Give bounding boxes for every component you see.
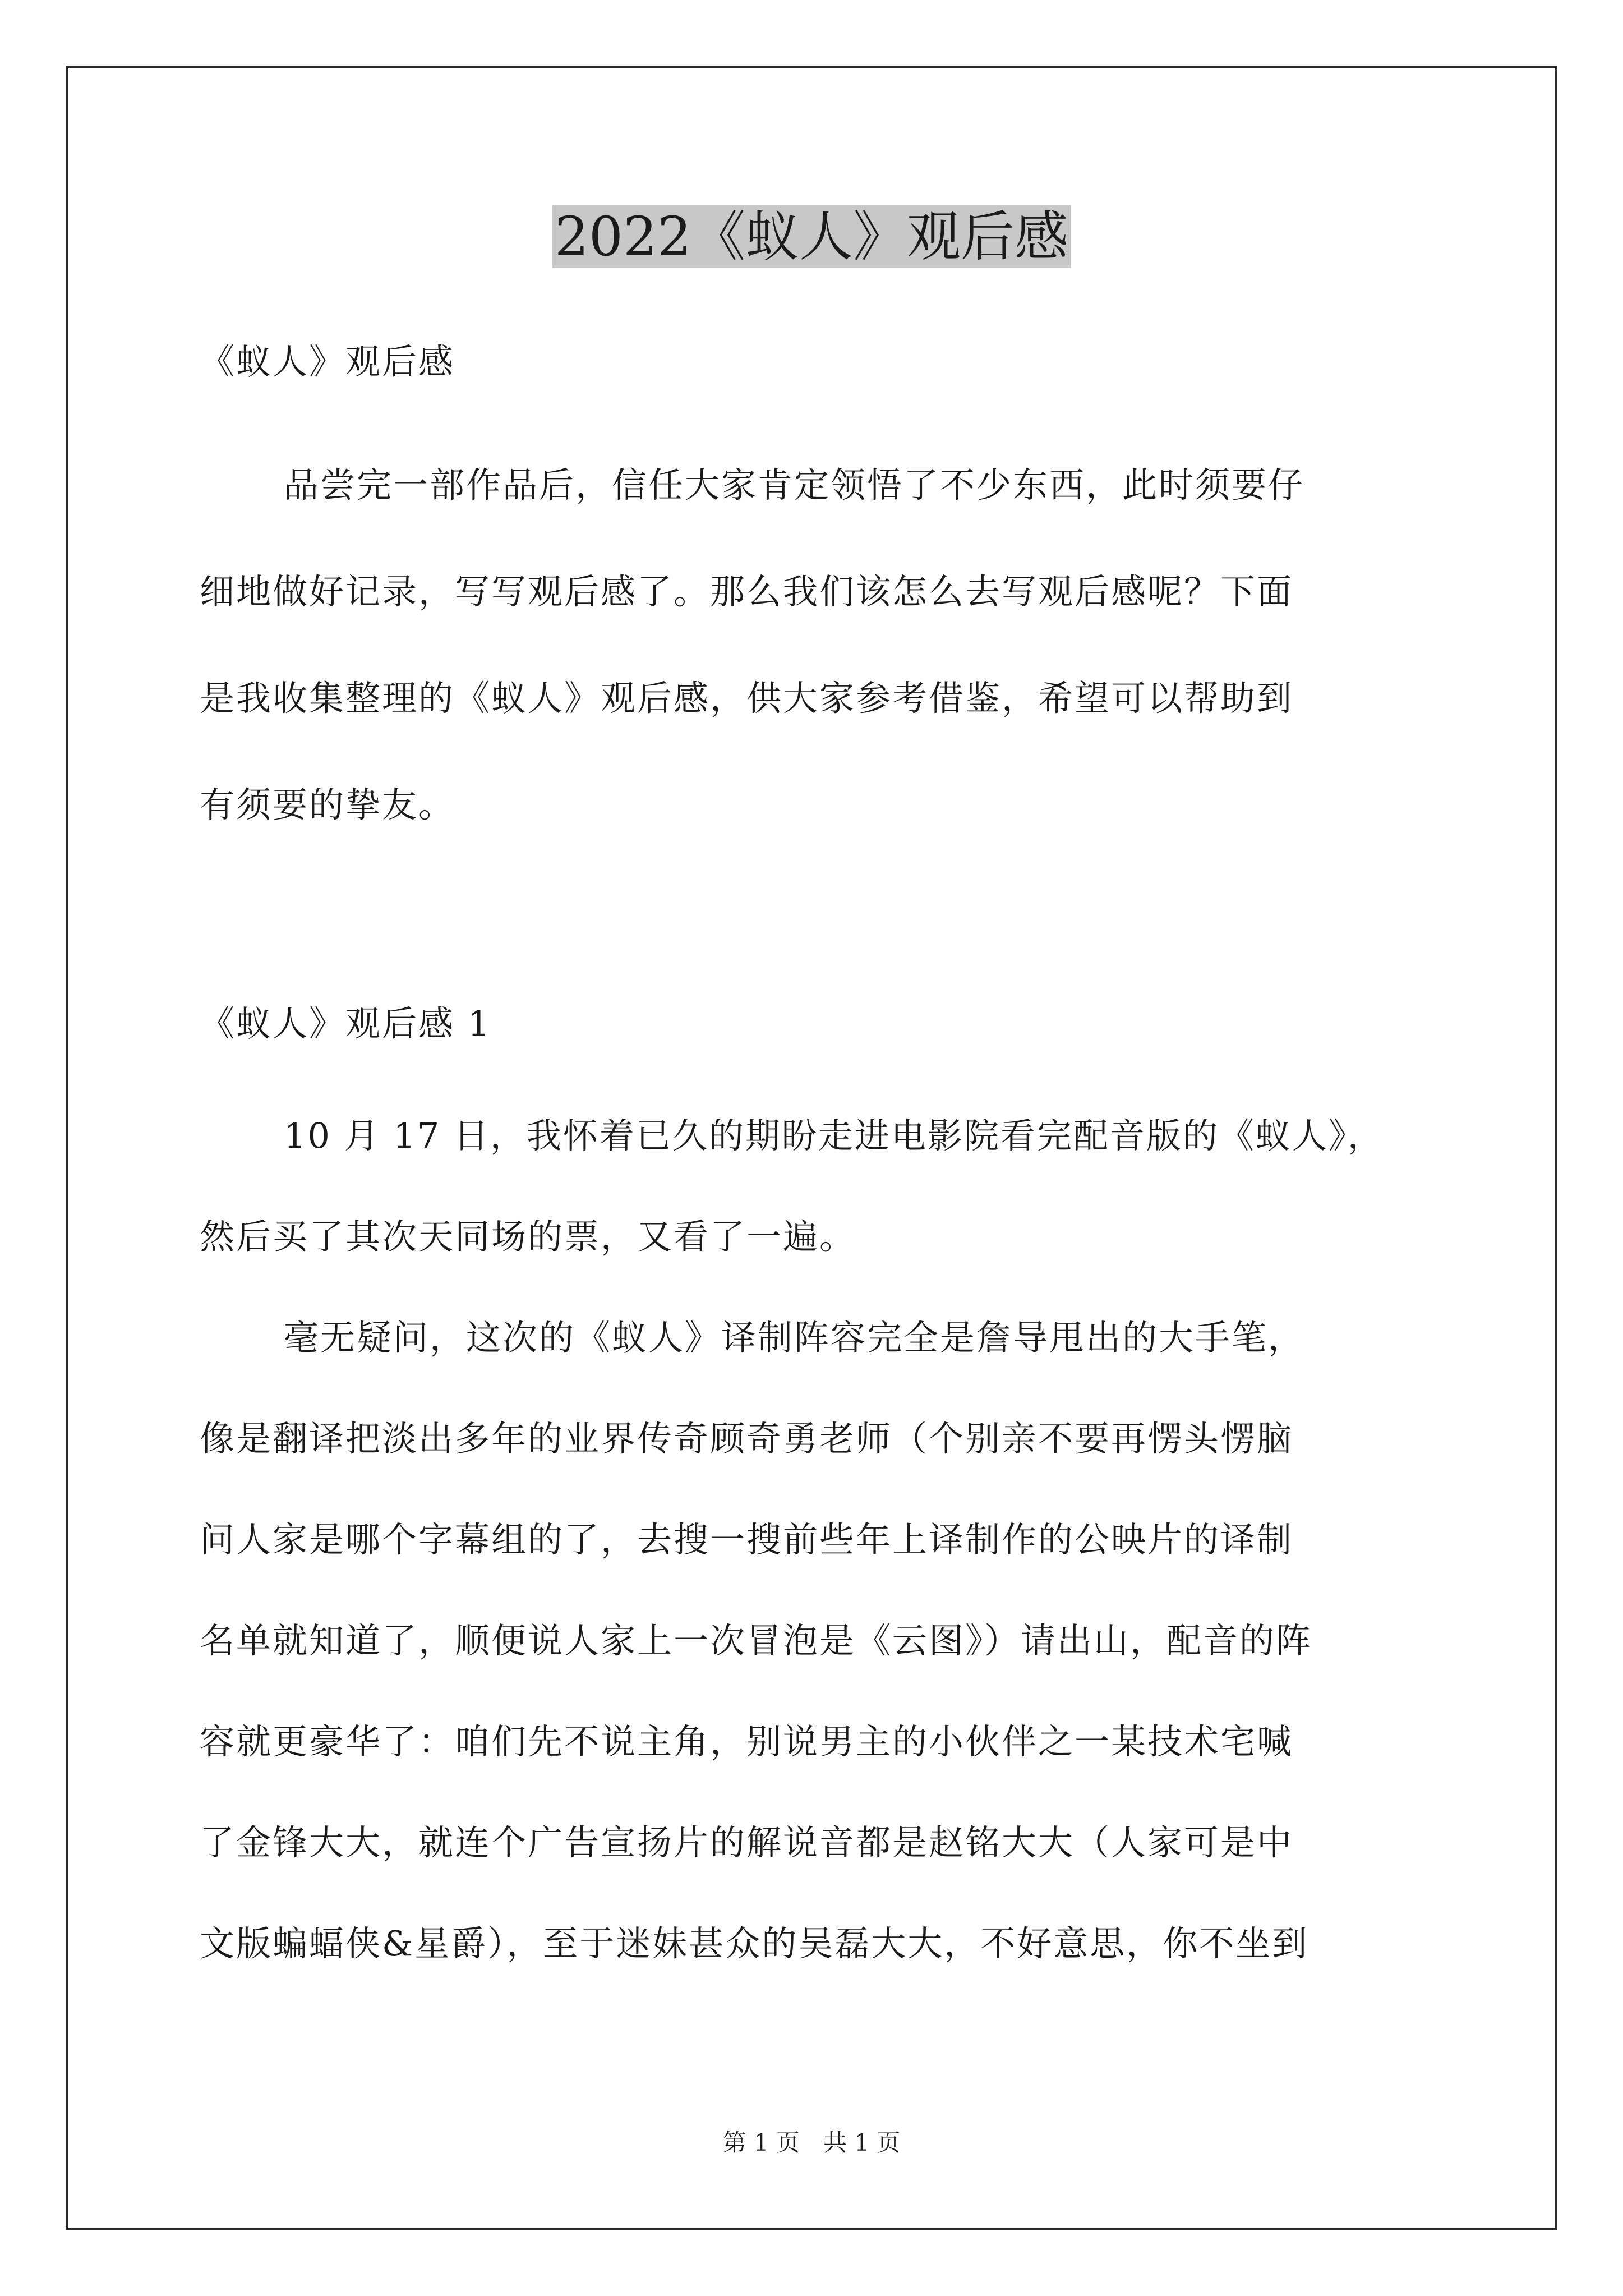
section1-para2-line-2: 像是翻译把淡出多年的业界传奇顾奇勇老师（个别亲不要再愣头愣脑 bbox=[200, 1418, 1294, 1459]
page-footer: 第 1 页 共 1 页 bbox=[722, 2129, 901, 2156]
intro-line-3: 是我收集整理的《蚁人》观后感，供大家参考借鉴，希望可以帮助到 bbox=[200, 678, 1294, 719]
section1-para2-line-4: 名单就知道了，顺便说人家上一次冒泡是《云图》）请出山，配音的阵 bbox=[200, 1620, 1313, 1661]
section1-para1-line-2: 然后买了其次天同场的票，又看了一遍。 bbox=[200, 1216, 856, 1257]
intro-line-2: 细地做好记录，写写观后感了。那么我们该怎么去写观后感呢？下面 bbox=[200, 571, 1294, 612]
section1-para2-line-7: 文版蝙蝠侠&星爵），至于迷妹甚众的吴磊大大，不好意思，你不坐到 bbox=[200, 1923, 1309, 1964]
document-title-text: 2022《蚁人》观后感 bbox=[552, 205, 1071, 268]
section1-para2-line-1: 毫无疑问，这次的《蚁人》译制阵容完全是詹导甩出的大手笔， bbox=[284, 1317, 1305, 1358]
section1-para2-line-6: 了金锋大大，就连个广告宣扬片的解说音都是赵铭大大（人家可是中 bbox=[200, 1822, 1294, 1863]
section1-para1-line-1: 10 月 17 日，我怀着已久的期盼走进电影院看完配音版的《蚁人》， bbox=[284, 1115, 1384, 1156]
document-title bbox=[0, 197, 1623, 276]
section1-para2-line-3: 问人家是哪个字幕组的了，去搜一搜前些年上译制作的公映片的译制 bbox=[200, 1519, 1294, 1560]
section1-para2-line-5: 容就更豪华了：咱们先不说主角，别说男主的小伙伴之一某技术宅喊 bbox=[200, 1721, 1294, 1762]
intro-line-4: 有须要的挚友。 bbox=[200, 784, 455, 825]
section1-heading: 《蚁人》观后感 1 bbox=[200, 1003, 492, 1044]
main-heading: 《蚁人》观后感 bbox=[200, 341, 455, 382]
intro-line-1: 品尝完一部作品后，信任大家肯定领悟了不少东西，此时须要仔 bbox=[284, 464, 1305, 505]
